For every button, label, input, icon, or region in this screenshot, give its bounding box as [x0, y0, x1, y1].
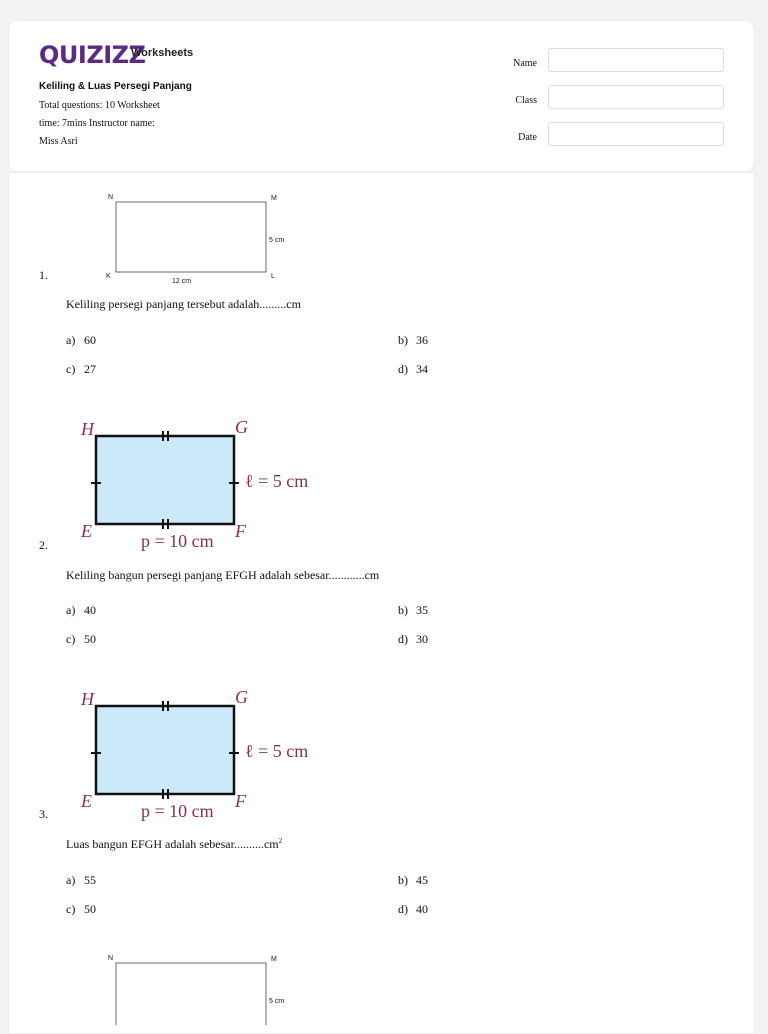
option-letter: d): [398, 632, 408, 646]
vertex-label: G: [235, 417, 248, 437]
date-label: Date: [518, 132, 537, 143]
option-value: 27: [84, 362, 96, 376]
option-b[interactable]: [398, 333, 428, 348]
option-value: 50: [84, 902, 96, 916]
meta-line: time: 7mins Instructor name:: [39, 118, 155, 129]
side-length-label: ℓ = 5 cm: [245, 471, 309, 491]
vertex-label: L: [271, 273, 275, 280]
question-text: Keliling persegi panjang tersebut adalah.........cm: [66, 297, 301, 311]
option-d[interactable]: [398, 362, 428, 377]
meta-line: Total questions: 10 Worksheet: [39, 100, 160, 111]
option-value: 36: [416, 333, 428, 347]
brand-subtitle: Worksheets: [131, 47, 194, 59]
option-c[interactable]: [66, 632, 96, 647]
vertex-label: N: [108, 194, 114, 201]
vertex-label: G: [235, 687, 248, 707]
option-value: 50: [84, 632, 96, 646]
option-letter: c): [66, 362, 76, 376]
question-text-body: Luas bangun EFGH adalah sebesar..........cm: [66, 837, 279, 851]
option-d[interactable]: [398, 632, 428, 647]
vertex-label: M: [271, 956, 277, 963]
name-field[interactable]: [548, 48, 724, 72]
option-letter: b): [398, 603, 408, 617]
class-field[interactable]: [548, 85, 724, 109]
side-length-label: 5 cm: [269, 998, 285, 1005]
vertex-label: F: [235, 521, 246, 541]
option-value: 55: [84, 873, 96, 887]
question-text: [66, 837, 282, 852]
vertex-label: N: [108, 955, 114, 962]
base-length-label: p = 10 cm: [141, 801, 214, 821]
option-letter: d): [398, 902, 408, 916]
option-letter: c): [66, 632, 76, 646]
option-value: 40: [84, 603, 96, 617]
option-value: 34: [416, 362, 428, 376]
base-length-label: 12 cm: [172, 278, 192, 285]
vertex-label: E: [81, 521, 92, 541]
rectangle-figure-efgh: [77, 683, 317, 823]
side-length-label: ℓ = 5 cm: [245, 741, 309, 761]
worksheet-header: [8, 20, 755, 172]
option-letter: a): [66, 873, 76, 887]
rectangle-figure-nm: [101, 951, 311, 1025]
option-letter: c): [66, 902, 76, 916]
option-b[interactable]: [398, 873, 428, 888]
superscript: 2: [278, 837, 283, 845]
question-number: 2.: [39, 538, 48, 552]
option-value: 60: [84, 333, 96, 347]
meta-line: Miss Asri: [39, 136, 78, 147]
option-value: 30: [416, 632, 428, 646]
brand-name: QUIZIZZ: [39, 41, 146, 69]
option-value: 45: [416, 873, 428, 887]
worksheet-title: Keliling & Luas Persegi Panjang: [39, 81, 192, 92]
option-letter: a): [66, 603, 76, 617]
option-d[interactable]: [398, 902, 428, 917]
option-b[interactable]: [398, 603, 428, 618]
option-value: 35: [416, 603, 428, 617]
side-length-label: 5 cm: [269, 237, 285, 244]
vertex-label: E: [81, 791, 92, 811]
option-c[interactable]: [66, 362, 96, 377]
option-value: 40: [416, 902, 428, 916]
question-text: Keliling bangun persegi panjang EFGH adalah sebesar............cm: [66, 568, 380, 582]
vertex-label: F: [235, 791, 246, 811]
vertex-label: H: [81, 689, 94, 709]
option-letter: b): [398, 333, 408, 347]
option-c[interactable]: [66, 902, 96, 917]
option-letter: a): [66, 333, 76, 347]
date-field[interactable]: [548, 122, 724, 146]
option-a[interactable]: [66, 873, 96, 888]
name-label: Name: [513, 58, 537, 69]
class-label: Class: [515, 95, 537, 106]
option-letter: d): [398, 362, 408, 376]
option-a[interactable]: [66, 603, 96, 618]
option-a[interactable]: [66, 333, 96, 348]
question-number: 3.: [39, 807, 48, 821]
vertex-label: M: [271, 195, 277, 202]
option-letter: b): [398, 873, 408, 887]
rectangle-figure-efgh: [77, 413, 317, 553]
question-number: 1.: [39, 268, 48, 282]
vertex-label: K: [106, 273, 111, 280]
vertex-label: H: [81, 419, 94, 439]
rectangle-figure-nmkl: [101, 191, 311, 286]
base-length-label: p = 10 cm: [141, 531, 214, 551]
question-list: [8, 172, 755, 1034]
